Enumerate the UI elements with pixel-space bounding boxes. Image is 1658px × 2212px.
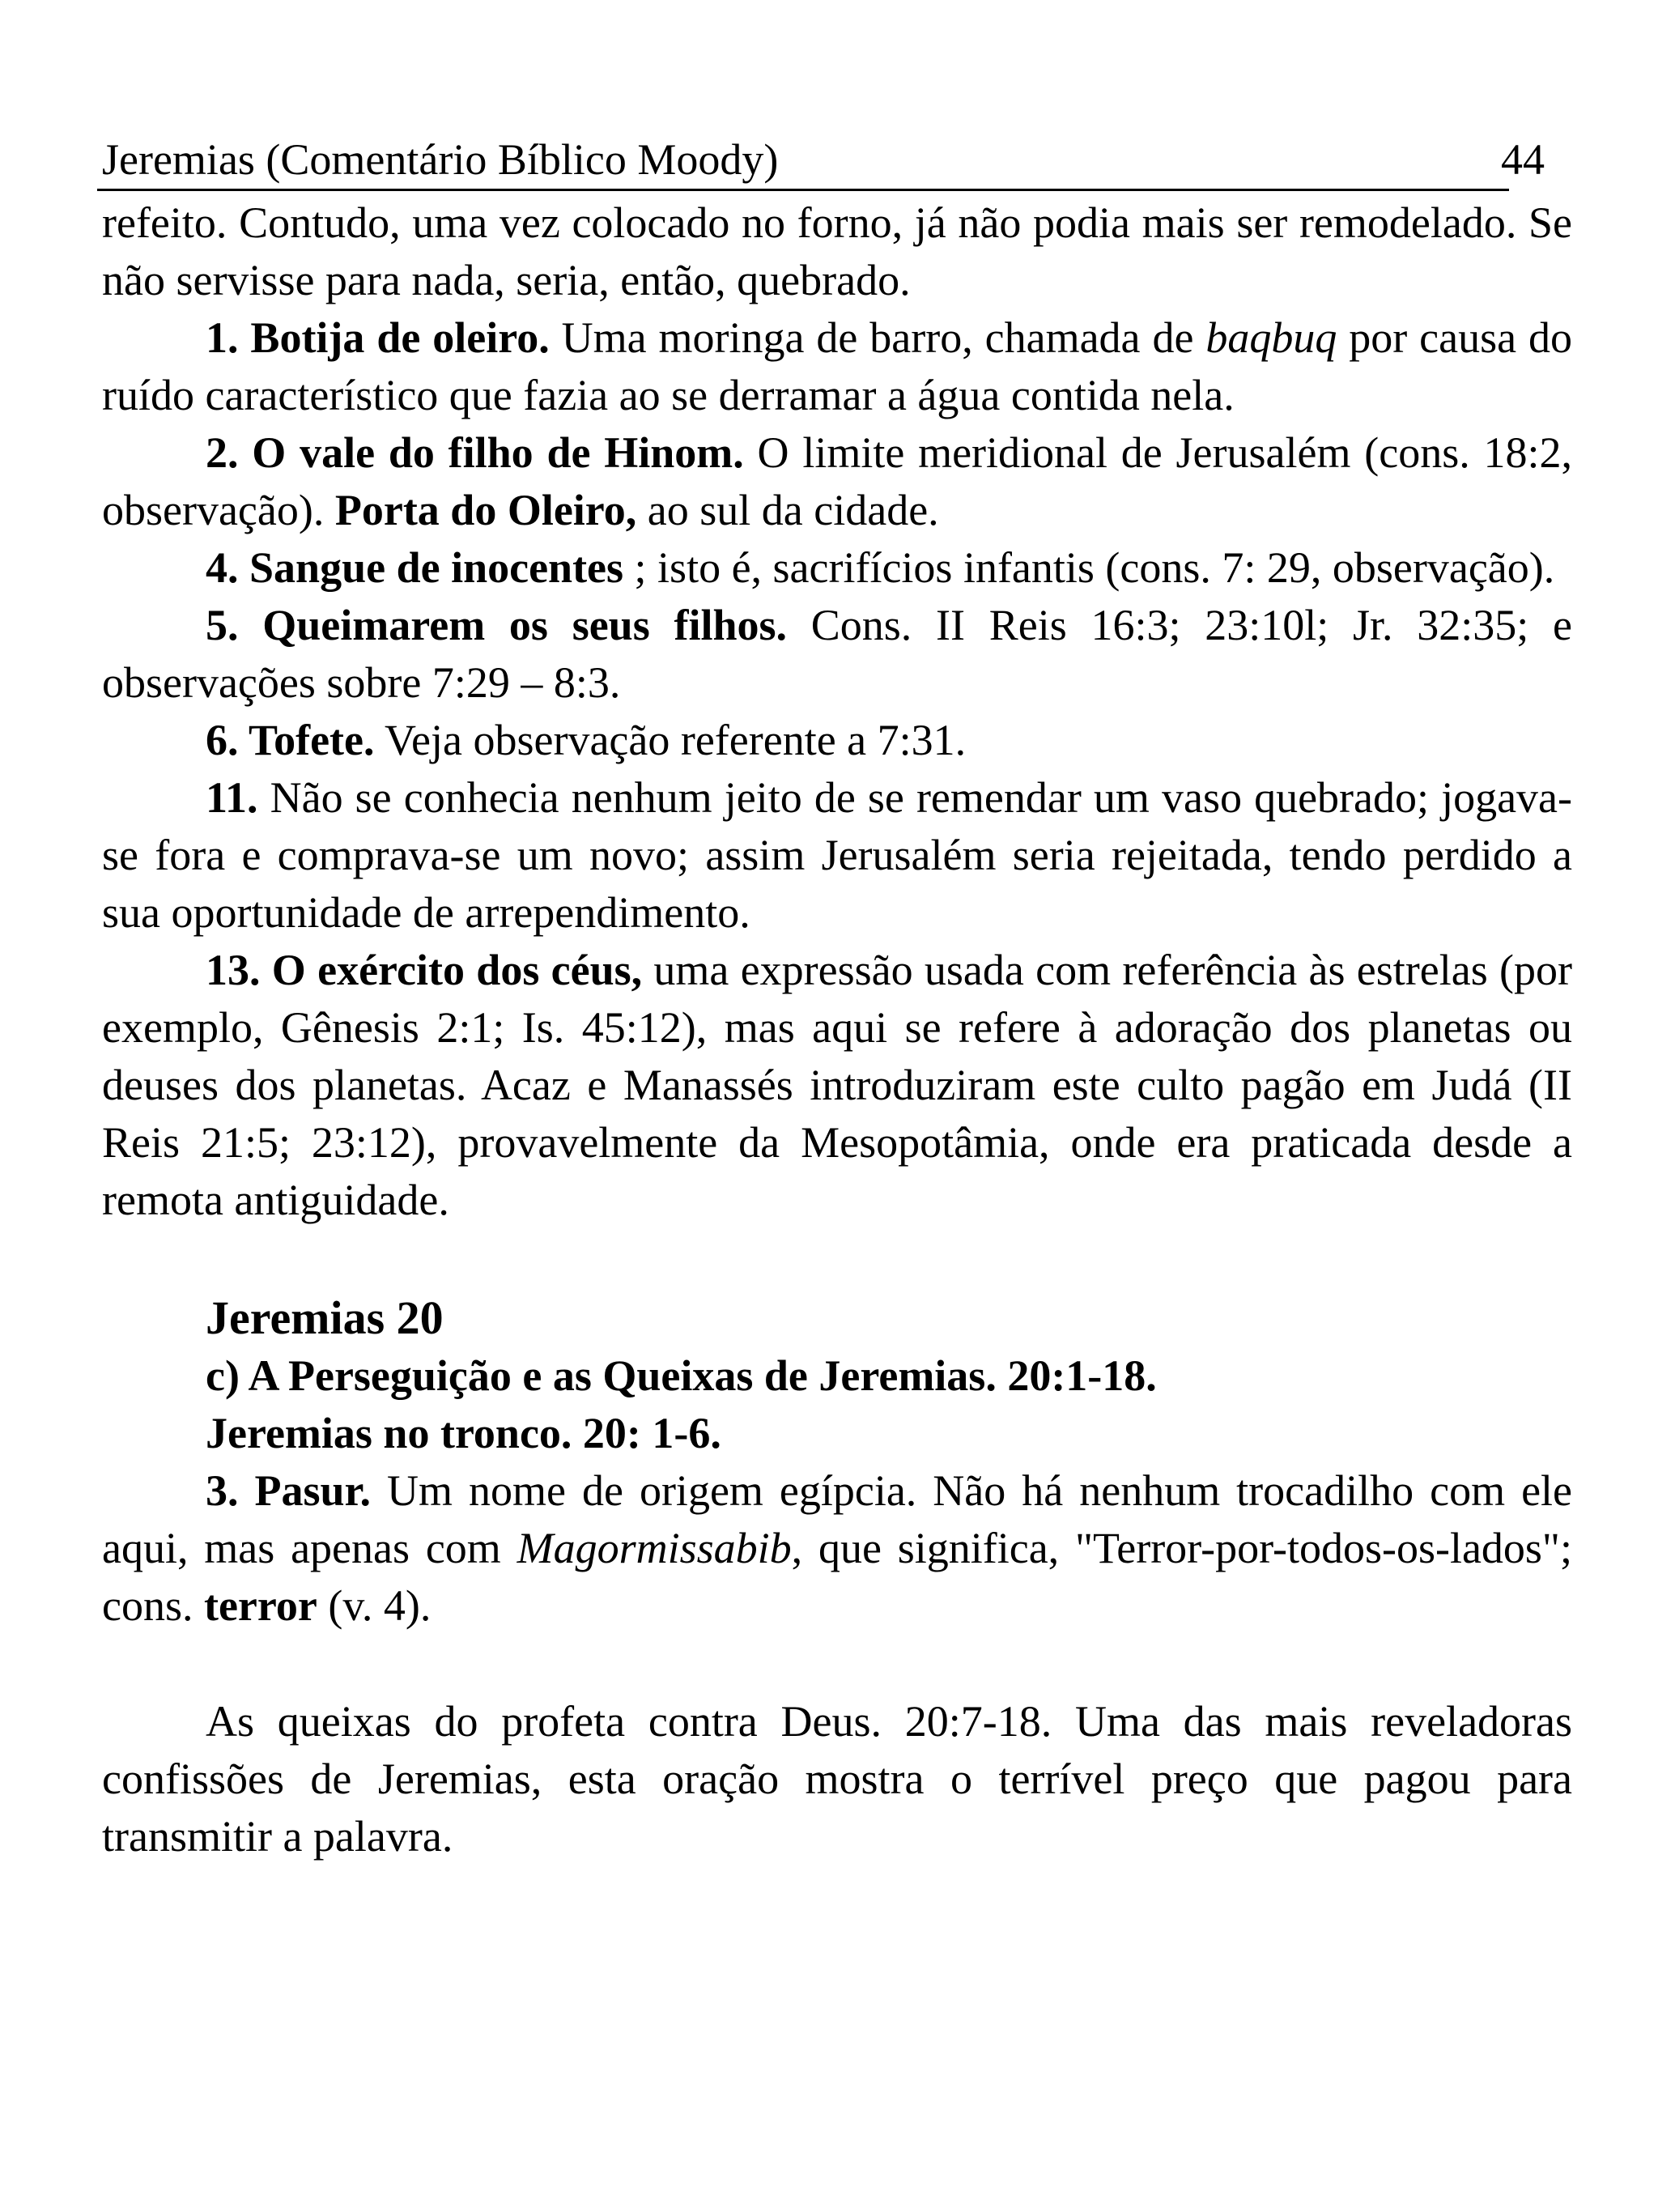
note-text: (v. 4).: [317, 1581, 432, 1630]
spacer: [102, 1229, 1572, 1289]
header-rule: [97, 189, 1509, 191]
note-label: 13. O exército dos céus,: [206, 946, 643, 994]
note-pasur: [102, 1462, 1572, 1635]
subsection-heading: Jeremias no tronco. 20: 1-6.: [206, 1409, 721, 1457]
note-label: 11.: [206, 773, 258, 822]
note-term: baqbuq: [1205, 313, 1337, 362]
note-text: Uma moringa de barro, chamada de: [549, 313, 1206, 362]
note-label: terror: [203, 1581, 317, 1630]
note-queimarem: [102, 597, 1572, 712]
note-text: Um nome de origem egípcia. Não há nenhum trocadilho com ele aqui, mas apenas com: [102, 1466, 1573, 1572]
note-term: Magormissabib: [517, 1524, 792, 1572]
note-text: O limite meridional de Jerusalém (cons. 18:2, observação).: [102, 428, 1573, 534]
note-vaso: [102, 769, 1572, 942]
note-text: ; isto é, sacrifícios infantis (cons. 7: 29, observação).: [623, 543, 1555, 592]
note-text: uma expressão usada com referência às estrelas (por exemplo, Gênesis 2:1; Is. 45:12), mas aqui se refere à adoração dos planetas ou deuses dos planetas. Acaz e Manassés introduziram este culto pagão em Judá (II Reis 21:5; 23:12), provavelmente da Mesopotâmia, onde era praticada desde a remota antiguidade.: [102, 946, 1572, 1224]
note-label: 6. Tofete.: [206, 716, 375, 764]
note-text: por causa do ruído característico que fazia ao se derramar a água contida nela.: [102, 313, 1573, 419]
note-label: Porta do Oleiro,: [334, 486, 637, 534]
page-header: [102, 130, 1545, 189]
note-text: , que significa, "Terror-por-todos-os-lados"; cons.: [102, 1524, 1572, 1630]
page-body: [102, 194, 1572, 1865]
continued-paragraph: refeito. Contudo, uma vez colocado no forno, já não podia mais ser remodelado. Se não servisse para nada, seria, então, quebrado.: [102, 198, 1572, 304]
section-heading: c) A Perseguição e as Queixas de Jeremias. 20:1-18.: [206, 1351, 1157, 1400]
note-label: 1. Botija de oleiro.: [206, 313, 550, 362]
note-tofete: [102, 712, 1572, 769]
paragraph-queixas: As queixas do profeta contra Deus. 20:7-18. Uma das mais reveladoras confissões de Jeremias, esta oração mostra o terrível preço que pagou para transmitir a palavra.: [102, 1697, 1572, 1861]
spacer: [102, 1635, 1572, 1693]
page-number: 44: [1501, 135, 1545, 184]
note-botija: [102, 309, 1572, 424]
note-sangue: [102, 539, 1572, 597]
note-text: ao sul da cidade.: [636, 486, 939, 534]
running-title: Jeremias (Comentário Bíblico Moody): [102, 135, 779, 184]
note-text: Não se conhecia nenhum jeito de se remendar um vaso quebrado; jogava-se fora e comprava-se um novo; assim Jerusalém seria rejeitada, tendo perdido a sua oportunidade de arrependimento.: [102, 773, 1572, 937]
chapter-heading: Jeremias 20: [206, 1291, 444, 1344]
note-label: 4. Sangue de inocentes: [206, 543, 624, 592]
note-label: 5. Queimarem os seus filhos.: [206, 601, 787, 649]
note-label: 2. O vale do filho de Hinom.: [206, 428, 744, 477]
note-text: Veja observação referente a 7:31.: [374, 716, 967, 764]
note-exercito: [102, 942, 1572, 1229]
note-hinom: [102, 424, 1572, 539]
note-label: 3. Pasur.: [206, 1466, 372, 1515]
note-text: Cons. II Reis 16:3; 23:10l; Jr. 32:35; e observações sobre 7:29 – 8:3.: [102, 601, 1572, 707]
